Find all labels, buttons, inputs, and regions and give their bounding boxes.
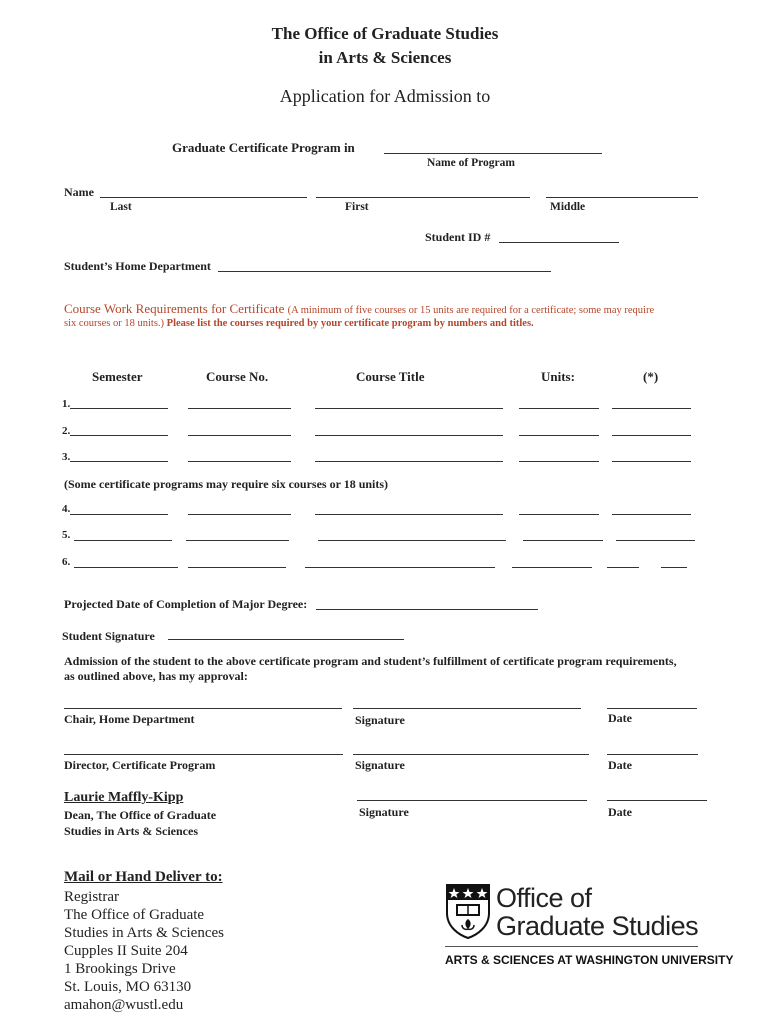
mail-line: St. Louis, MO 63130 — [64, 979, 192, 995]
asterisk-field[interactable] — [612, 514, 691, 515]
program-caption: Name of Program — [427, 157, 515, 169]
form-title-line2: in Arts & Sciences — [318, 48, 452, 67]
units-field[interactable] — [512, 567, 592, 568]
chair-date-label: Date — [608, 711, 632, 725]
units-field[interactable] — [519, 461, 599, 462]
director-signature-field[interactable] — [353, 754, 589, 755]
program-label: Graduate Certificate Program in — [172, 140, 355, 155]
row-number: 2. — [62, 425, 71, 437]
semester-field[interactable] — [70, 435, 168, 436]
coursework-note2: six courses or 18 units.) — [64, 318, 165, 329]
coursework-heading — [64, 301, 654, 317]
course-no-field[interactable] — [188, 461, 291, 462]
semester-field[interactable] — [70, 408, 168, 409]
col-header-units: Units: — [541, 369, 575, 384]
row-number: 4. — [62, 503, 71, 515]
semester-field[interactable] — [70, 514, 168, 515]
last-caption: Last — [110, 201, 132, 213]
student-id-label: Student ID # — [425, 230, 491, 244]
director-signature-label: Signature — [355, 758, 405, 772]
col-header-course-title: Course Title — [356, 369, 425, 384]
logo-divider — [445, 946, 698, 947]
dean-name: Laurie Maffly-Kipp — [64, 790, 184, 805]
chair-signature-field[interactable] — [353, 708, 581, 709]
first-caption: First — [345, 201, 369, 213]
chair-date-field[interactable] — [607, 708, 697, 709]
course-title-field[interactable] — [318, 540, 506, 541]
semester-field[interactable] — [74, 567, 178, 568]
mail-line: The Office of Graduate — [64, 907, 205, 923]
director-date-field[interactable] — [607, 754, 698, 755]
dean-signature-label: Signature — [359, 805, 409, 819]
wustl-shield-icon — [445, 883, 491, 939]
form-title-line1: The Office of Graduate Studies — [271, 24, 499, 43]
middle-name-field[interactable] — [546, 197, 698, 198]
row-number: 5. — [62, 529, 71, 541]
name-label: Name — [64, 185, 94, 199]
director-date-label: Date — [608, 758, 632, 772]
dean-date-field[interactable] — [607, 800, 707, 801]
course-no-field[interactable] — [188, 514, 291, 515]
units-field[interactable] — [519, 514, 599, 515]
mail-email[interactable]: amahon@wustl.edu — [64, 997, 184, 1013]
asterisk-field[interactable] — [612, 435, 691, 436]
home-dept-field[interactable] — [218, 271, 551, 272]
coursework-note: (A minimum of five courses or 15 units are required for a certificate; some may require — [287, 305, 655, 316]
coursework-instruction: Please list the courses required by your certificate program by numbers and titles. — [166, 318, 534, 329]
coursework-note-line2 — [64, 318, 534, 329]
logo-tagline: ARTS & SCIENCES AT WASHINGTON UNIVERSITY — [445, 953, 734, 967]
course-title-field[interactable] — [315, 408, 503, 409]
logo-wordmark — [496, 883, 699, 941]
dean-title-line2: Studies in Arts & Sciences — [64, 824, 199, 838]
course-no-field[interactable] — [188, 567, 286, 568]
completion-date-field[interactable] — [316, 609, 538, 610]
last-name-field[interactable] — [100, 197, 307, 198]
mail-address — [64, 888, 224, 1014]
director-name-field[interactable] — [64, 754, 343, 755]
course-title-field[interactable] — [315, 461, 503, 462]
units-field[interactable] — [523, 540, 603, 541]
row-number: 6. — [62, 556, 71, 568]
chair-role-label: Chair, Home Department — [64, 712, 195, 726]
director-role-label: Director, Certificate Program — [64, 758, 216, 772]
six-course-note: (Some certificate programs may require six courses or 18 units) — [64, 477, 389, 491]
student-signature-label: Student Signature — [62, 629, 155, 643]
mail-line: Registrar — [64, 889, 119, 905]
program-name-field[interactable] — [384, 153, 602, 154]
mail-line: Studies in Arts & Sciences — [64, 925, 224, 941]
mail-line: 1 Brookings Drive — [64, 961, 176, 977]
semester-field[interactable] — [74, 540, 172, 541]
dean-signature-field[interactable] — [357, 800, 587, 801]
middle-caption: Middle — [550, 201, 586, 213]
col-header-asterisk: (*) — [643, 369, 659, 384]
dean-title-line1: Dean, The Office of Graduate — [64, 808, 217, 822]
home-dept-label: Student’s Home Department — [64, 259, 211, 273]
course-no-field[interactable] — [188, 408, 291, 409]
logo-line2: Graduate Studies — [496, 911, 699, 941]
first-name-field[interactable] — [316, 197, 530, 198]
dean-date-label: Date — [608, 805, 632, 819]
semester-field[interactable] — [70, 461, 168, 462]
chair-signature-label: Signature — [355, 713, 405, 727]
logo-line1: Office of — [496, 883, 592, 913]
asterisk-field[interactable] — [616, 540, 695, 541]
row-number: 1. — [62, 398, 71, 410]
course-title-field[interactable] — [305, 567, 495, 568]
approval-text-line2: as outlined above, has my approval: — [64, 669, 248, 683]
course-title-field[interactable] — [315, 435, 503, 436]
student-id-field[interactable] — [499, 242, 619, 243]
mail-line: Cupples II Suite 204 — [64, 943, 188, 959]
course-no-field[interactable] — [186, 540, 289, 541]
row-number: 3. — [62, 451, 71, 463]
approval-text-line1: Admission of the student to the above certificate program and student’s fulfillment of certificate program requirements, — [64, 654, 677, 668]
asterisk-field[interactable] — [607, 567, 639, 568]
chair-name-field[interactable] — [64, 708, 342, 709]
form-subtitle: Application for Admission to — [279, 86, 491, 106]
course-title-field[interactable] — [315, 514, 503, 515]
asterisk-field-extra[interactable] — [661, 567, 687, 568]
col-header-semester: Semester — [92, 369, 143, 384]
student-signature-field[interactable] — [168, 639, 404, 640]
coursework-heading-text: Course Work Requirements for Certificate — [64, 301, 285, 316]
mail-heading: Mail or Hand Deliver to: — [64, 869, 223, 885]
units-field[interactable] — [519, 435, 599, 436]
asterisk-field[interactable] — [612, 461, 691, 462]
completion-label: Projected Date of Completion of Major Degree: — [64, 597, 308, 611]
units-field[interactable] — [519, 408, 599, 409]
asterisk-field[interactable] — [612, 408, 691, 409]
course-no-field[interactable] — [188, 435, 291, 436]
col-header-course-no: Course No. — [206, 369, 269, 384]
